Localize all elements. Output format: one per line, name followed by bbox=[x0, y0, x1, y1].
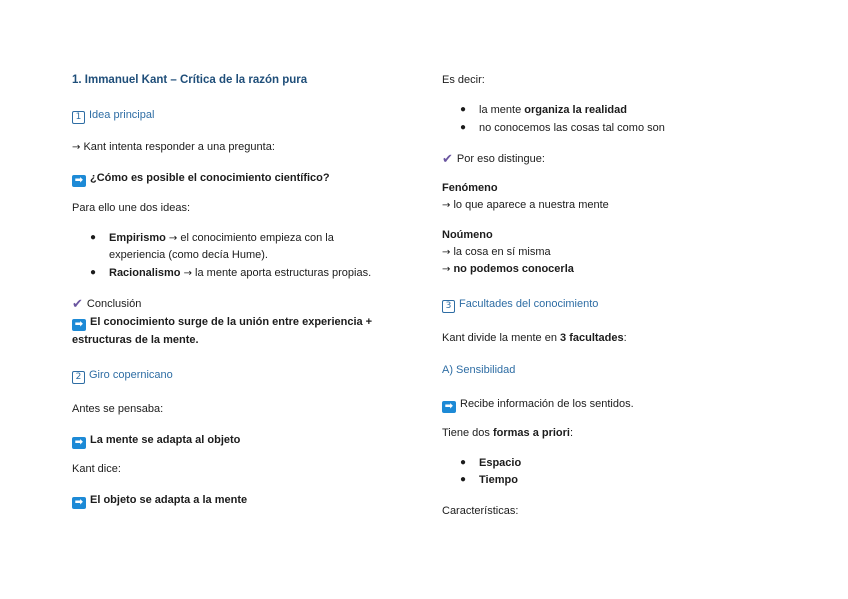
conclusion-label: Conclusión bbox=[86, 298, 142, 310]
right-arrow-icon: → bbox=[183, 268, 192, 279]
section-2-title: Giro copernicano bbox=[89, 369, 173, 381]
list-item-tiempo bbox=[442, 473, 518, 487]
section-1-heading bbox=[72, 108, 154, 124]
right-arrow-icon: → bbox=[168, 233, 178, 244]
section-3-heading bbox=[442, 297, 598, 313]
divide-text: Kant divide la mente en bbox=[442, 332, 561, 344]
right-arrow-icon: → bbox=[442, 200, 451, 211]
arrow-box-icon: ➡ bbox=[442, 401, 456, 413]
before-text: La mente se adapta al objeto bbox=[90, 434, 241, 446]
list-item-racionalismo bbox=[72, 266, 371, 281]
espacio-text: Espacio bbox=[479, 457, 522, 469]
arrow-box-icon: ➡ bbox=[72, 437, 86, 449]
fenomeno-definition bbox=[442, 198, 609, 213]
right-arrow-icon: → bbox=[72, 142, 81, 153]
conclusion-line-1 bbox=[72, 315, 372, 331]
caracteristicas-label: Características: bbox=[442, 505, 519, 517]
bullet-1-text: la mente bbox=[479, 104, 525, 116]
bullet-icon: ● bbox=[90, 267, 97, 278]
noumeno-def-1-text: la cosa en sí misma bbox=[453, 246, 551, 258]
noumeno-def-2-text: no podemos conocerla bbox=[453, 263, 574, 275]
noumeno-term: Noúmeno bbox=[442, 229, 493, 241]
fenomeno-term: Fenómeno bbox=[442, 182, 498, 194]
bullet-1-bold: organiza la realidad bbox=[524, 104, 627, 116]
es-decir-label: Es decir: bbox=[442, 74, 485, 86]
noumeno-definition-2 bbox=[442, 262, 574, 277]
bullet-icon: ● bbox=[460, 104, 467, 115]
recibe-line bbox=[442, 397, 634, 413]
checkmark-icon: ✔ bbox=[72, 297, 83, 312]
empirismo-continuation: experiencia (como decía Hume). bbox=[109, 249, 268, 261]
distingue-text: Por eso distingue: bbox=[456, 153, 545, 165]
section-3-title: Facultades del conocimiento bbox=[459, 298, 599, 310]
tiempo-text: Tiempo bbox=[479, 474, 518, 486]
empirismo-term: Empirismo bbox=[109, 232, 166, 244]
divide-line bbox=[442, 331, 627, 345]
formas-colon: : bbox=[570, 427, 574, 439]
left-column bbox=[72, 0, 402, 599]
racionalismo-text: la mente aporta estructuras propias. bbox=[191, 267, 372, 279]
list-item-empirismo bbox=[72, 231, 334, 246]
number-2-icon: 2 bbox=[72, 371, 85, 384]
intro-text: Kant intenta responder a una pregunta: bbox=[83, 141, 275, 153]
divide-bold: 3 facultades bbox=[560, 332, 624, 344]
list-item-no-conocemos bbox=[442, 121, 665, 135]
divide-colon: : bbox=[623, 332, 627, 344]
bullet-icon: ● bbox=[460, 474, 467, 485]
before-label: Antes se pensaba: bbox=[72, 403, 164, 415]
section-2-heading bbox=[72, 368, 173, 384]
bullet-icon: ● bbox=[460, 457, 467, 468]
right-arrow-icon: → bbox=[442, 247, 451, 258]
arrow-box-icon: ➡ bbox=[72, 497, 86, 509]
kant-text: El objeto se adapta a la mente bbox=[90, 494, 248, 506]
formas-bold: formas a priori bbox=[492, 427, 570, 439]
sensibilidad-heading: A) Sensibilidad bbox=[442, 364, 516, 376]
list-item-organiza bbox=[442, 103, 627, 117]
bullet-2-text: no conocemos las cosas tal como son bbox=[479, 122, 665, 134]
conclusion-line-2: estructuras de la mente. bbox=[72, 334, 199, 346]
fenomeno-def-text: lo que aparece a nuestra mente bbox=[453, 199, 609, 211]
formas-line bbox=[442, 426, 573, 440]
distingue-heading bbox=[442, 152, 545, 167]
right-column bbox=[442, 0, 772, 599]
formas-text: Tiene dos bbox=[442, 427, 493, 439]
conclusion-heading bbox=[72, 297, 141, 312]
section-1-title: Idea principal bbox=[89, 109, 155, 121]
arrow-box-icon: ➡ bbox=[72, 175, 86, 187]
ideas-intro: Para ello une dos ideas: bbox=[72, 202, 191, 214]
bullet-icon: ● bbox=[460, 122, 467, 133]
noumeno-definition-1 bbox=[442, 245, 551, 260]
right-arrow-icon: → bbox=[442, 264, 451, 275]
before-statement bbox=[72, 433, 240, 449]
number-3-icon: 3 bbox=[442, 300, 455, 313]
empirismo-text: el conocimiento empieza con la bbox=[177, 232, 334, 244]
question-line bbox=[72, 171, 330, 187]
racionalismo-term: Racionalismo bbox=[109, 267, 181, 279]
recibe-text: Recibe información de los sentidos. bbox=[460, 398, 634, 410]
kant-statement bbox=[72, 493, 247, 509]
bullet-icon: ● bbox=[90, 232, 97, 243]
number-1-icon: 1 bbox=[72, 111, 85, 124]
arrow-box-icon: ➡ bbox=[72, 319, 86, 331]
kant-says-label: Kant dice: bbox=[72, 463, 121, 475]
conclusion-text: El conocimiento surge de la unión entre experiencia + bbox=[90, 316, 373, 328]
list-item-espacio bbox=[442, 456, 521, 470]
document-title: 1. Immanuel Kant – Crítica de la razón pura bbox=[72, 74, 308, 86]
intro-line bbox=[72, 140, 275, 155]
checkmark-icon: ✔ bbox=[442, 152, 453, 167]
question-text: ¿Cómo es posible el conocimiento científico? bbox=[90, 172, 330, 184]
